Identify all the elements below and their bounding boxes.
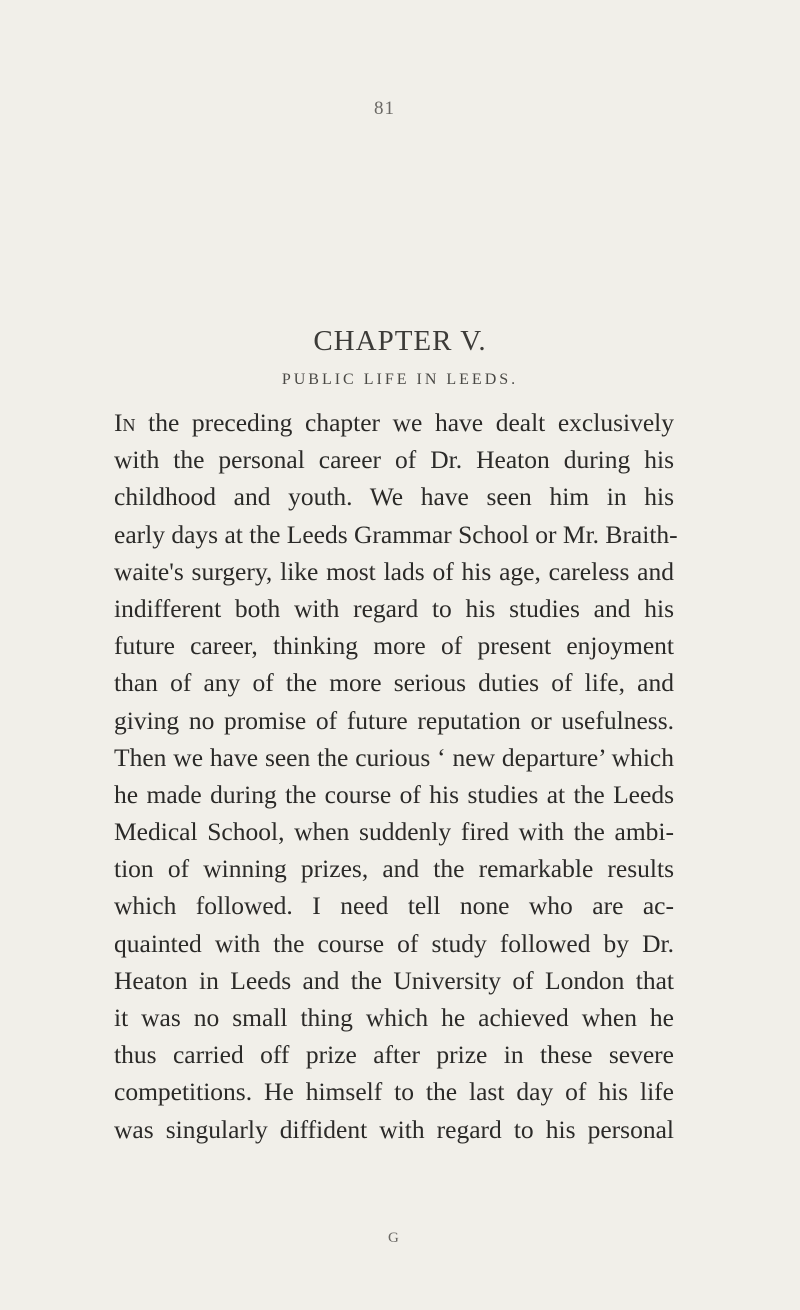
body-line: he made during the course of his studies at the Leeds <box>114 779 674 809</box>
body-line: tion of winning prizes, and the remarkable results <box>114 854 674 884</box>
body-line: with the personal career of Dr. Heaton during his <box>114 445 674 475</box>
body-line: waite's surgery, like most lads of his age, careless and <box>114 556 674 586</box>
page-number: 81 <box>374 98 395 119</box>
body-text <box>114 404 678 1148</box>
body-line: Heaton in Leeds and the University of London that <box>114 965 674 995</box>
body-line: than of any of the more serious duties of life, and <box>114 668 674 698</box>
body-line: was singularly diffident with regard to his personal <box>114 1114 674 1144</box>
body-line: childhood and youth. We have seen him in his <box>114 482 674 512</box>
chapter-title: CHAPTER V. <box>313 325 487 357</box>
body-line: indifferent both with regard to his studies and his <box>114 593 674 623</box>
body-line: quainted with the course of study followed by Dr. <box>114 928 674 958</box>
body-line: it was no small thing which he achieved when he <box>114 1003 674 1032</box>
body-line: giving no promise of future reputation or usefulness. <box>114 705 674 735</box>
body-line: early days at the Leeds Grammar School or Mr. Braith- <box>114 519 678 549</box>
body-line <box>114 404 674 441</box>
body-line: which followed. I need tell none who are ac- <box>114 891 674 921</box>
body-line: Medical School, when suddenly fired with the ambi- <box>114 817 674 847</box>
chapter-subtitle: PUBLIC LIFE IN LEEDS. <box>281 371 519 388</box>
opening-word: In <box>114 408 136 437</box>
body-line-text: the preceding chapter we have dealt exclusively <box>148 408 674 437</box>
signature-mark: G <box>388 1230 399 1246</box>
body-line: future career, thinking more of present enjoyment <box>114 631 674 661</box>
body-line: Then we have seen the curious ‘ new departure’ which <box>114 742 674 772</box>
body-line: thus carried off prize after prize in these severe <box>114 1040 674 1070</box>
body-line: competitions. He himself to the last day of his life <box>114 1077 674 1107</box>
